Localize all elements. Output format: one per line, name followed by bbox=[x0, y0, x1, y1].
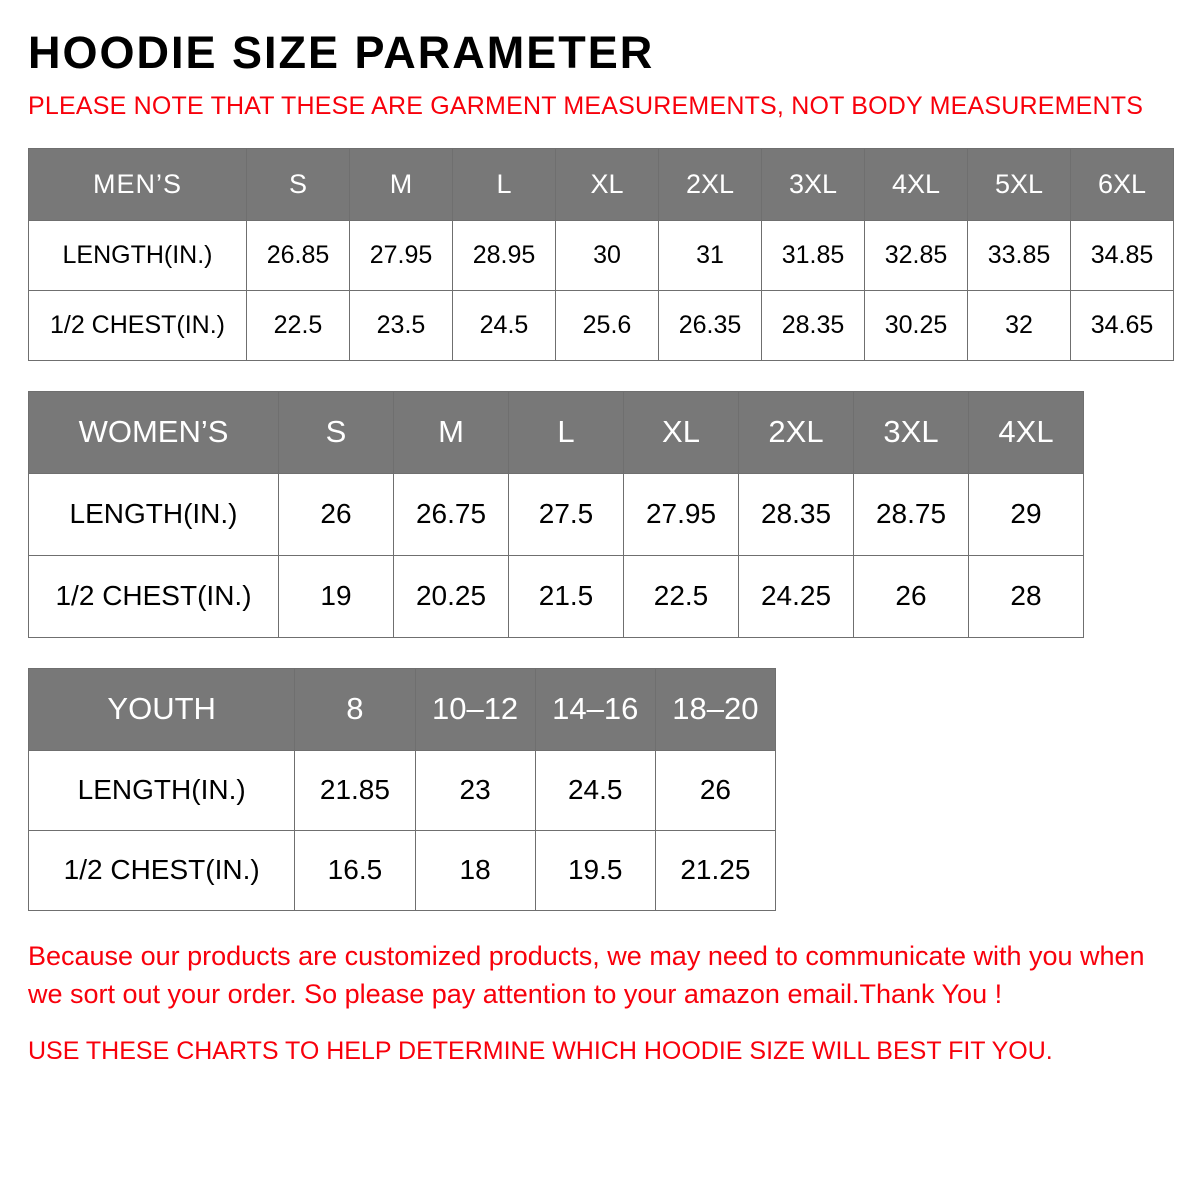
column-header: YOUTH bbox=[29, 668, 295, 750]
table-cell: 27.95 bbox=[350, 220, 453, 290]
table-cell: 28.95 bbox=[453, 220, 556, 290]
table-row bbox=[29, 290, 1174, 360]
table-cell: 25.6 bbox=[556, 290, 659, 360]
table-cell: 24.5 bbox=[535, 750, 655, 830]
row-label: 1/2 CHEST(IN.) bbox=[29, 555, 279, 637]
column-header: L bbox=[453, 148, 556, 220]
table-cell: 21.5 bbox=[509, 555, 624, 637]
column-header: M bbox=[394, 391, 509, 473]
column-header: XL bbox=[624, 391, 739, 473]
table-cell: 19 bbox=[279, 555, 394, 637]
table-cell: 16.5 bbox=[295, 830, 415, 910]
mens-size-table bbox=[28, 148, 1174, 361]
table-row bbox=[29, 750, 776, 830]
column-header: XL bbox=[556, 148, 659, 220]
table-cell: 27.5 bbox=[509, 473, 624, 555]
table-row bbox=[29, 830, 776, 910]
table-cell: 26.75 bbox=[394, 473, 509, 555]
table-cell: 32.85 bbox=[865, 220, 968, 290]
column-header: M bbox=[350, 148, 453, 220]
table-cell: 23 bbox=[415, 750, 535, 830]
table-cell: 18 bbox=[415, 830, 535, 910]
table-cell: 21.85 bbox=[295, 750, 415, 830]
column-header: 18–20 bbox=[655, 668, 775, 750]
table-cell: 28.35 bbox=[739, 473, 854, 555]
column-header: 14–16 bbox=[535, 668, 655, 750]
table-cell: 30 bbox=[556, 220, 659, 290]
table-cell: 22.5 bbox=[624, 555, 739, 637]
table-cell: 26 bbox=[279, 473, 394, 555]
row-label: 1/2 CHEST(IN.) bbox=[29, 290, 247, 360]
row-label: LENGTH(IN.) bbox=[29, 750, 295, 830]
table-cell: 33.85 bbox=[968, 220, 1071, 290]
table-cell: 26 bbox=[655, 750, 775, 830]
table-cell: 26.35 bbox=[659, 290, 762, 360]
table-cell: 34.85 bbox=[1071, 220, 1174, 290]
page-title: HOODIE SIZE PARAMETER bbox=[28, 27, 655, 78]
youth-size-table bbox=[28, 668, 776, 911]
table-cell: 26.85 bbox=[247, 220, 350, 290]
table-cell: 19.5 bbox=[535, 830, 655, 910]
column-header: 2XL bbox=[659, 148, 762, 220]
table-cell: 20.25 bbox=[394, 555, 509, 637]
womens-size-table bbox=[28, 391, 1084, 638]
column-header: 10–12 bbox=[415, 668, 535, 750]
table-row bbox=[29, 473, 1084, 555]
row-label: 1/2 CHEST(IN.) bbox=[29, 830, 295, 910]
table-cell: 32 bbox=[968, 290, 1071, 360]
table-cell: 34.65 bbox=[1071, 290, 1174, 360]
table-cell: 28.75 bbox=[854, 473, 969, 555]
table-cell: 28.35 bbox=[762, 290, 865, 360]
column-header: WOMEN’S bbox=[29, 391, 279, 473]
column-header: S bbox=[247, 148, 350, 220]
table-cell: 31 bbox=[659, 220, 762, 290]
row-label: LENGTH(IN.) bbox=[29, 473, 279, 555]
table-cell: 22.5 bbox=[247, 290, 350, 360]
table-header-row bbox=[29, 668, 776, 750]
column-header: 4XL bbox=[969, 391, 1084, 473]
column-header: 3XL bbox=[854, 391, 969, 473]
table-cell: 30.25 bbox=[865, 290, 968, 360]
table-header-row bbox=[29, 391, 1084, 473]
table-cell: 24.5 bbox=[453, 290, 556, 360]
column-header: S bbox=[279, 391, 394, 473]
column-header: 4XL bbox=[865, 148, 968, 220]
table-row bbox=[29, 220, 1174, 290]
column-header: 2XL bbox=[739, 391, 854, 473]
row-label: LENGTH(IN.) bbox=[29, 220, 247, 290]
column-header: 8 bbox=[295, 668, 415, 750]
column-header: MEN’S bbox=[29, 148, 247, 220]
measurement-note: PLEASE NOTE THAT THESE ARE GARMENT MEASUREMENTS, NOT BODY MEASUREMENTS bbox=[28, 91, 1144, 120]
table-cell: 21.25 bbox=[655, 830, 775, 910]
chart-usage-notice: USE THESE CHARTS TO HELP DETERMINE WHICH HOODIE SIZE WILL BEST FIT YOU. bbox=[28, 1037, 1053, 1066]
table-cell: 27.95 bbox=[624, 473, 739, 555]
table-cell: 26 bbox=[854, 555, 969, 637]
table-cell: 28 bbox=[969, 555, 1084, 637]
customization-notice: Because our products are customized products, we may need to communicate with you when we sort out your order. So please pay attention to your amazon email.Thank You ! bbox=[28, 940, 1145, 1009]
table-row bbox=[29, 555, 1084, 637]
table-header-row bbox=[29, 148, 1174, 220]
column-header: 3XL bbox=[762, 148, 865, 220]
column-header: 5XL bbox=[968, 148, 1071, 220]
table-cell: 24.25 bbox=[739, 555, 854, 637]
table-cell: 29 bbox=[969, 473, 1084, 555]
column-header: 6XL bbox=[1071, 148, 1174, 220]
table-cell: 23.5 bbox=[350, 290, 453, 360]
table-cell: 31.85 bbox=[762, 220, 865, 290]
column-header: L bbox=[509, 391, 624, 473]
